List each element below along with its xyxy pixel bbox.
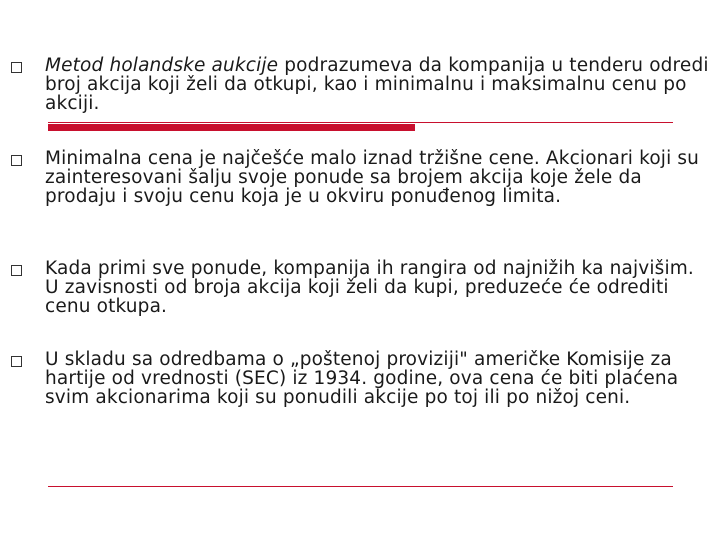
bullet-text-body: podrazumeva da kompanija u tenderu odredi broj akcija koji želi da otkupi, kao i minimalnu i maksimalnu cenu po akciji. bbox=[45, 55, 709, 114]
hollow-square-icon bbox=[11, 265, 22, 276]
bullet-italic-lead: Metod holandske aukcije bbox=[45, 55, 279, 76]
bullet-text-2: Minimalna cena je najčešće malo iznad tržišne cene. Akcionari koji su zainteresovani šalju svoje ponude sa brojem akcija koje žele da prodaju i svoju cenu koja je u okviru ponuđenog limita. bbox=[45, 148, 700, 207]
bullet-text-1 bbox=[45, 56, 713, 113]
bullet-text-4: U skladu sa odredbama o „poštenoj proviziji" američke Komisije za hartije od vrednosti (SEC) iz 1934. godine, ova cena će biti plaćena svim akcionarima koji su ponudili akcije po toj ili po nižoj ceni. bbox=[45, 349, 679, 408]
hollow-square-icon bbox=[11, 356, 22, 367]
hollow-square-icon bbox=[11, 62, 22, 73]
accent-rule-thin-top bbox=[48, 122, 673, 123]
hollow-square-icon bbox=[11, 155, 22, 166]
bullet-text-3: Kada primi sve ponude, kompanija ih rangira od najnižih ka najvišim. U zavisnosti od broja akcija koji želi da kupi, preduzeće će odrediti cenu otkupa. bbox=[45, 258, 694, 317]
accent-rule-thin-bottom bbox=[48, 486, 673, 487]
accent-rule-thick bbox=[48, 124, 415, 131]
